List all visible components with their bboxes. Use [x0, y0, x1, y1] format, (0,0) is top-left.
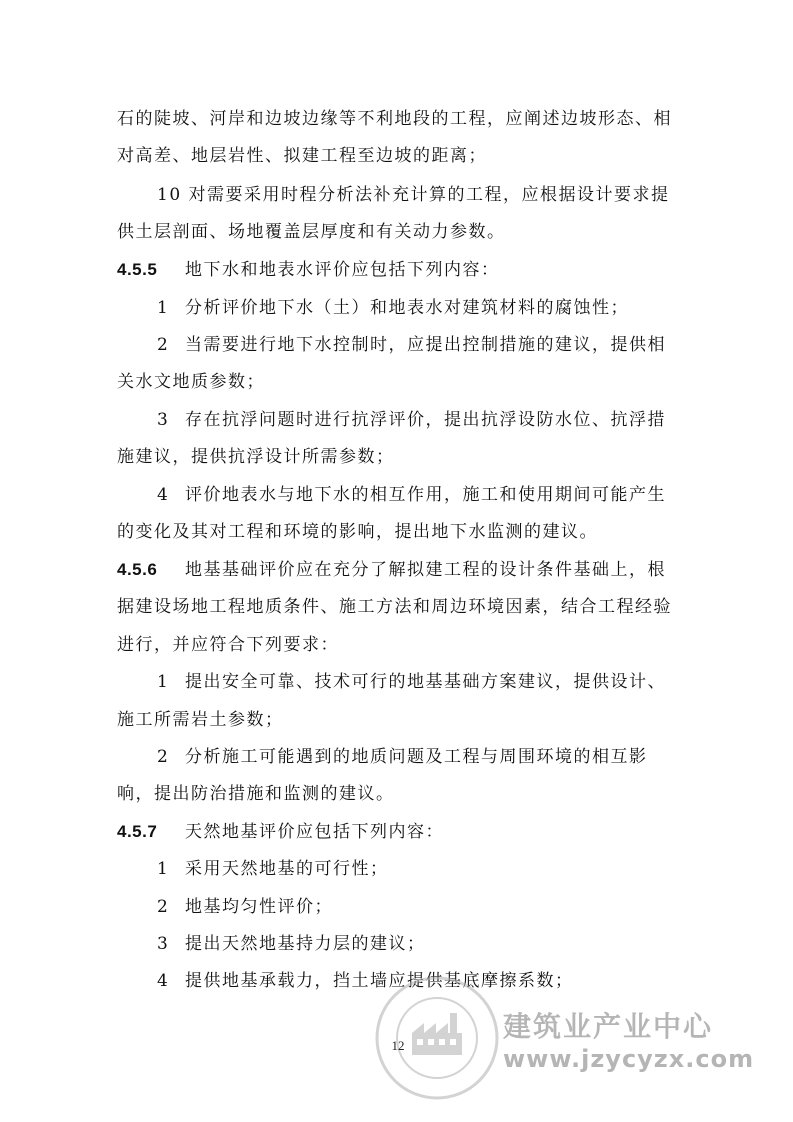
paragraph-line: 据建设场地工程地质条件、施工方法和周边环境因素，结合工程经验 [117, 597, 672, 617]
paragraph-line: 石的陡坡、河岸和边坡边缘等不利地段的工程，应阐述边坡形态、相 [117, 109, 672, 129]
clause-number: 4.5.6 [117, 560, 158, 579]
paragraph-line: 关水文地质参数； [117, 372, 265, 392]
watermark-url: www.jzycyzx.com [503, 1045, 755, 1073]
list-item: 4 提供地基承载力，挡土墙应提供基底摩擦系数； [157, 971, 574, 991]
page-number: 12 [391, 1038, 405, 1053]
list-item: 2 分析施工可能遇到的地质问题及工程与周围环境的相互影 [157, 747, 648, 767]
paragraph-line: 施建议，提供抗浮设计所需参数； [117, 447, 395, 467]
paragraph-line: 对高差、地层岩性、拟建工程至边坡的距离； [117, 146, 487, 166]
list-item: 1 采用天然地基的可行性； [157, 859, 389, 879]
list-item: 4 评价地表水与地下水的相互作用，施工和使用期间可能产生 [157, 485, 666, 505]
clause-number: 4.5.7 [117, 822, 158, 841]
clause-heading: 4.5.5 地下水和地表水评价应包括下列内容： [117, 255, 687, 285]
paragraph-line: 施工所需岩土参数； [117, 710, 284, 730]
clause-number: 4.5.5 [117, 260, 158, 279]
list-item: 1 提出安全可靠、技术可行的地基基础方案建议，提供设计、 [157, 672, 666, 692]
paragraph-line: 进行，并应符合下列要求： [117, 635, 339, 655]
factory-icon [412, 1013, 462, 1055]
clause-heading: 4.5.6 地基基础评价应在充分了解拟建工程的设计条件基础上，根 [117, 555, 687, 585]
list-item: 1 分析评价地下水（土）和地表水对建筑材料的腐蚀性； [157, 298, 629, 318]
paragraph-line: 的变化及其对工程和环境的影响，提出地下水监测的建议。 [117, 522, 598, 542]
list-item: 2 地基均匀性评价； [157, 897, 333, 917]
clause-heading: 4.5.7 天然地基评价应包括下列内容： [117, 817, 687, 847]
paragraph-line: 供土层剖面、场地覆盖层厚度和有关动力参数。 [117, 222, 506, 242]
paragraph-line: 响，提出防治措施和监测的建议。 [117, 784, 395, 804]
list-item: 10 对需要采用时程分析法补充计算的工程，应根据设计要求提 [157, 185, 670, 205]
watermark-name: 建筑业产业中心 [503, 1010, 714, 1043]
list-item: 3 提出天然地基持力层的建议； [157, 934, 426, 954]
list-item: 2 当需要进行地下水控制时，应提出控制措施的建议，提供相 [157, 335, 666, 355]
list-item: 3 存在抗浮问题时进行抗浮评价，提出抗浮设防水位、抗浮措 [157, 410, 666, 430]
